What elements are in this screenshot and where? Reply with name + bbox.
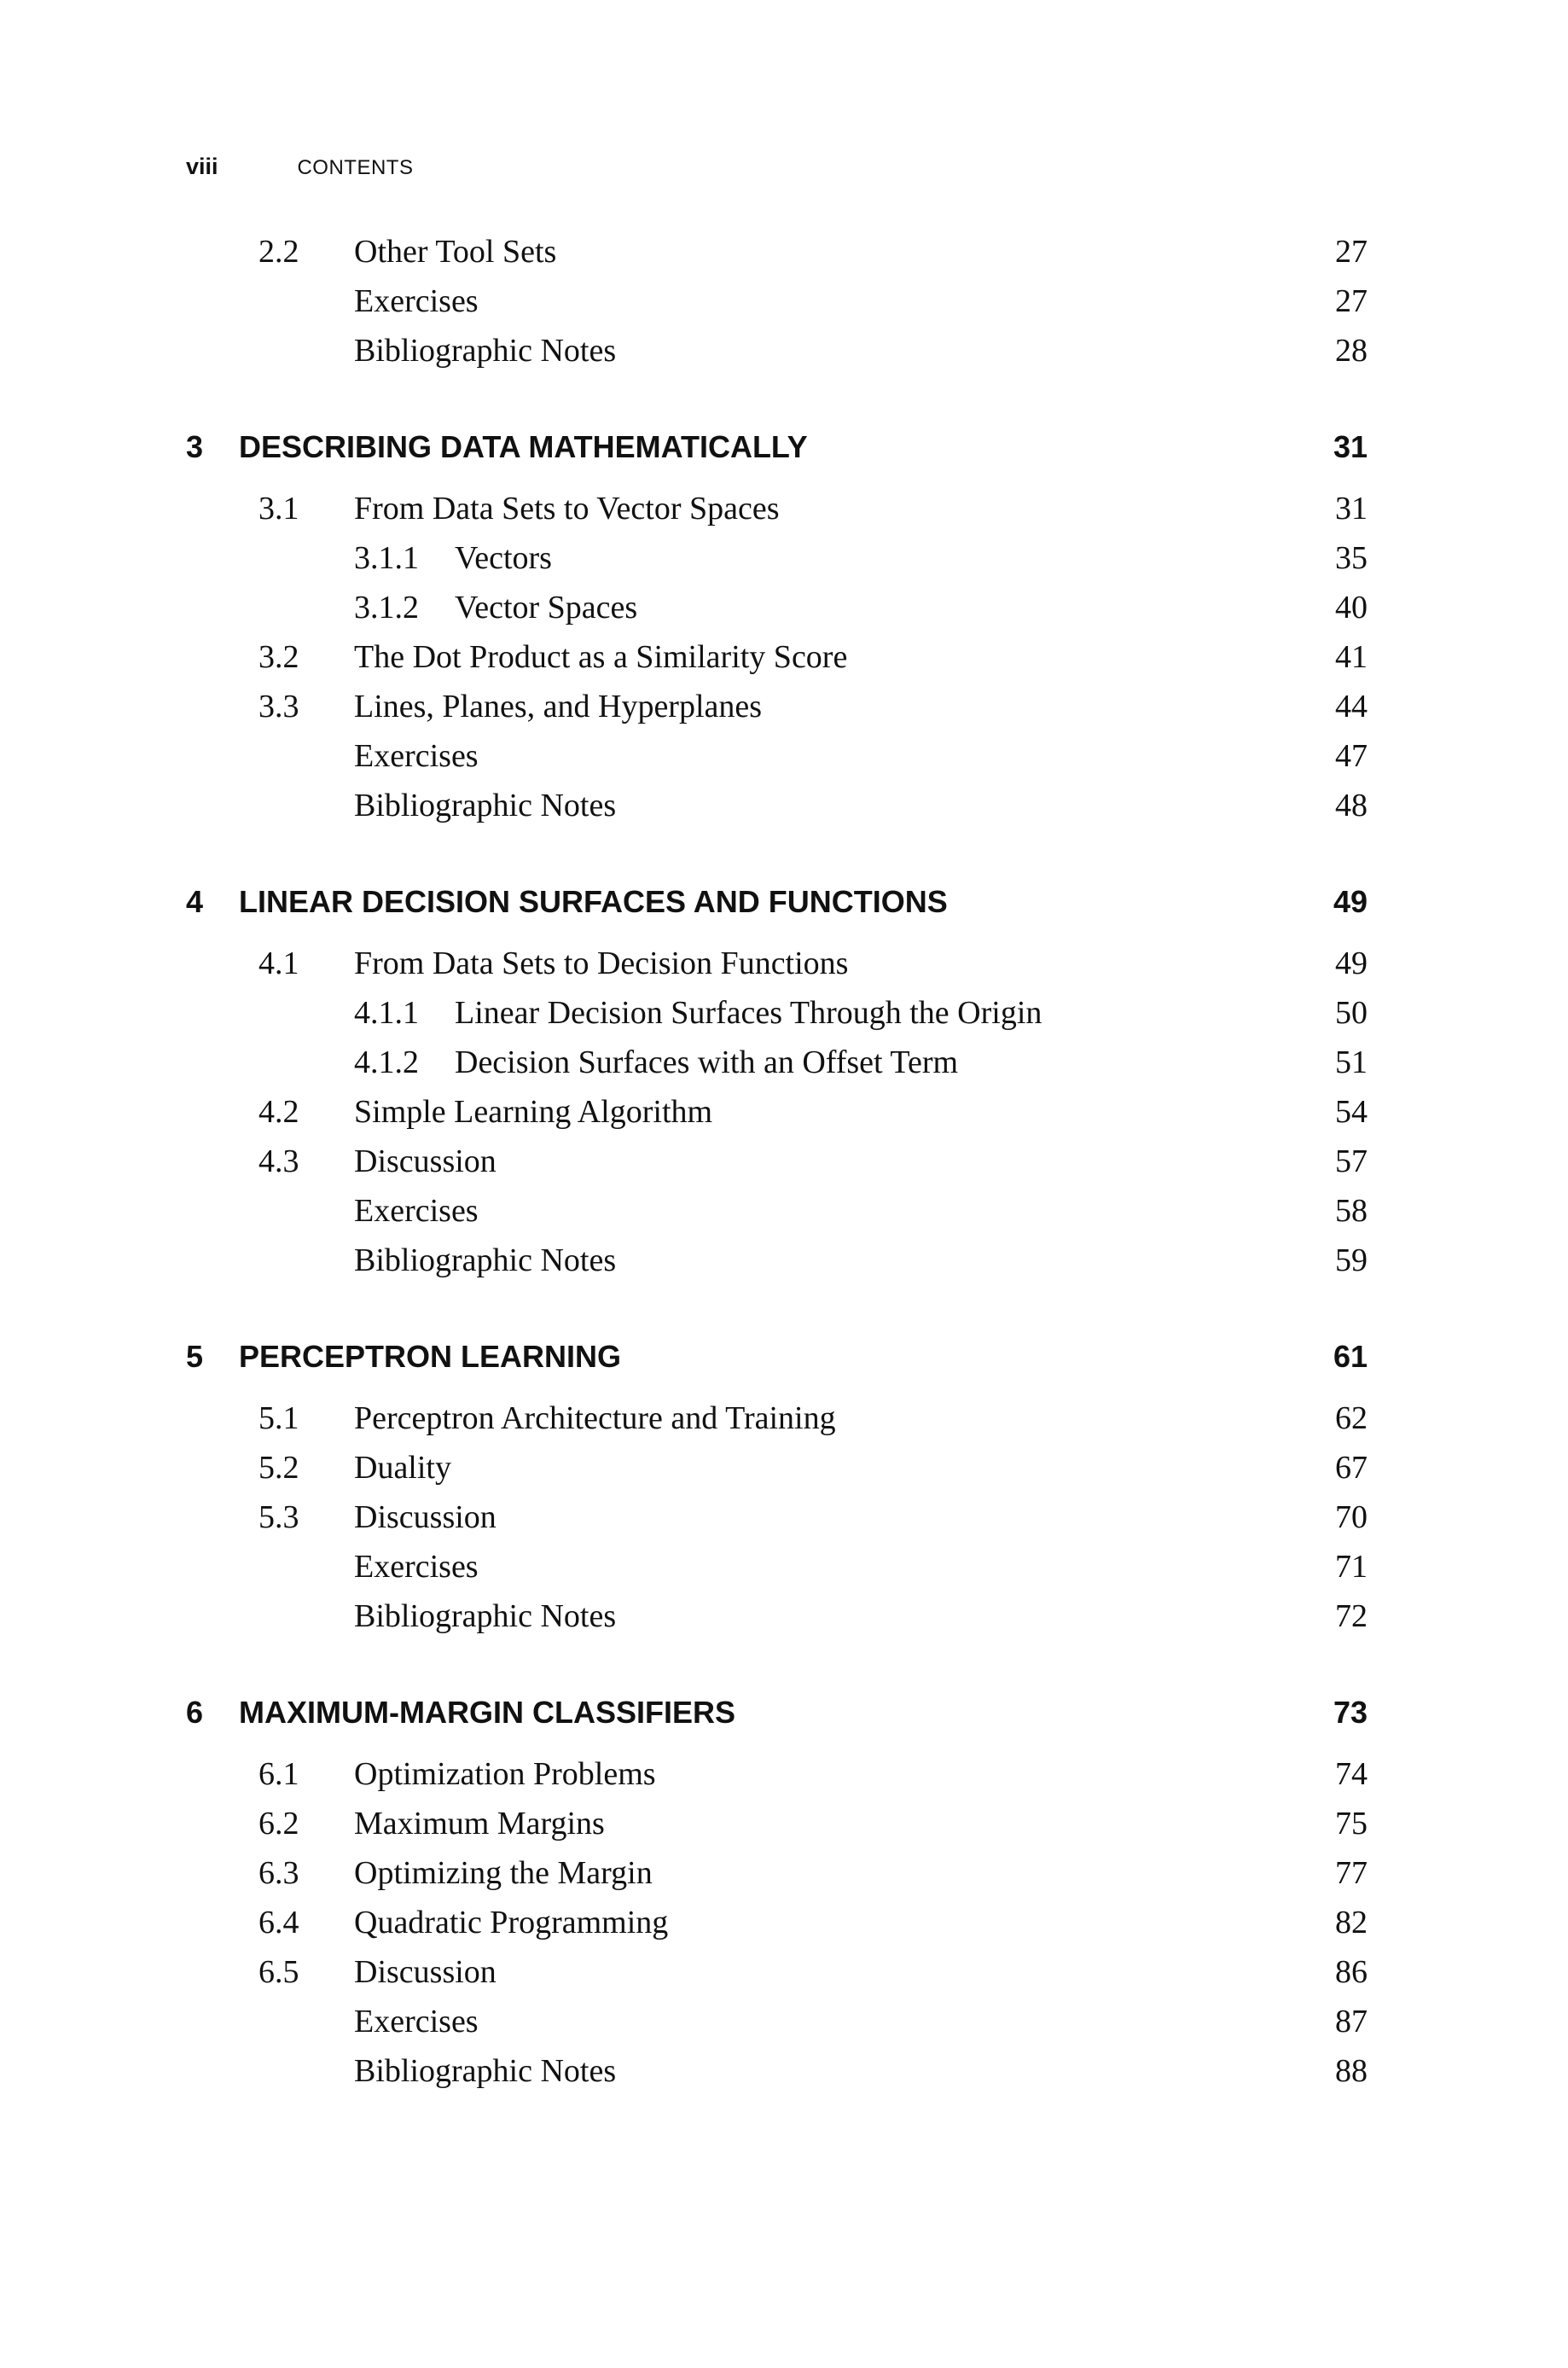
entry-title: Simple Learning Algorithm — [354, 1094, 713, 1130]
toc-entry[interactable] — [186, 1443, 1368, 1492]
entry-title: Bibliographic Notes — [354, 333, 617, 369]
entry-title: Exercises — [354, 2004, 479, 2039]
toc-entry[interactable] — [186, 1898, 1368, 1947]
entry-page: 31 — [1335, 491, 1368, 527]
entry-page: 82 — [1335, 1905, 1368, 1940]
entry-number: 3.2 — [258, 639, 299, 675]
toc-entry[interactable] — [186, 1749, 1368, 1799]
entry-page: 47 — [1335, 738, 1368, 774]
toc-entry[interactable] — [186, 988, 1368, 1038]
toc-entry[interactable] — [186, 533, 1368, 583]
entry-number: 3.1 — [258, 491, 299, 527]
chapter-number: 6 — [186, 1695, 204, 1730]
entry-page: 48 — [1335, 788, 1368, 823]
toc-entry[interactable] — [186, 1997, 1368, 2046]
toc-entry[interactable] — [186, 1186, 1368, 1236]
chapter-block — [186, 422, 1368, 830]
entry-number: 6.5 — [258, 1954, 299, 1990]
entry-page: 28 — [1335, 333, 1368, 369]
entry-number: 4.3 — [258, 1143, 299, 1179]
entry-number: 6.1 — [258, 1756, 299, 1792]
entry-number: 6.2 — [258, 1806, 299, 1841]
chapter-title: PERCEPTRON LEARNING — [239, 1339, 622, 1374]
entry-number: 5.3 — [258, 1499, 299, 1535]
toc-entry[interactable] — [186, 1591, 1368, 1641]
entry-title: Other Tool Sets — [354, 234, 557, 270]
toc-entry[interactable] — [186, 1799, 1368, 1848]
toc-entry[interactable] — [186, 632, 1368, 682]
toc-entry[interactable] — [186, 227, 1368, 276]
entry-title: Exercises — [354, 283, 479, 319]
entry-number: 3.1.1 — [354, 540, 419, 576]
entry-page: 77 — [1335, 1855, 1368, 1891]
chapter-heading[interactable] — [186, 1332, 1368, 1382]
toc-entry[interactable] — [186, 682, 1368, 731]
continued-section — [186, 227, 1368, 375]
entry-title: Exercises — [354, 1193, 479, 1229]
chapter-heading[interactable] — [186, 877, 1368, 927]
entry-title: Linear Decision Surfaces Through the Origin — [455, 995, 1042, 1031]
page-header — [186, 154, 413, 180]
entry-title: Bibliographic Notes — [354, 788, 617, 823]
entry-title: Discussion — [354, 1499, 497, 1535]
entry-number: 4.1 — [258, 945, 299, 981]
entry-title: Optimization Problems — [354, 1756, 656, 1792]
chapter-heading[interactable] — [186, 422, 1368, 472]
entry-title: Decision Surfaces with an Offset Term — [455, 1044, 959, 1080]
entry-title: Exercises — [354, 1549, 479, 1585]
entry-page: 27 — [1335, 234, 1368, 270]
toc-entry[interactable] — [186, 1087, 1368, 1137]
entry-page: 49 — [1335, 945, 1368, 981]
chapter-page: 49 — [1333, 884, 1368, 919]
entry-page: 62 — [1335, 1400, 1368, 1436]
entry-page: 41 — [1335, 639, 1368, 675]
entry-page: 86 — [1335, 1954, 1368, 1990]
entry-title: Lines, Planes, and Hyperplanes — [354, 689, 763, 724]
entry-page: 51 — [1335, 1044, 1368, 1080]
entry-title: Duality — [354, 1450, 451, 1486]
chapter-number: 4 — [186, 884, 204, 919]
entry-number: 3.1.2 — [354, 590, 419, 625]
toc-entry[interactable] — [186, 1848, 1368, 1898]
entry-page: 88 — [1335, 2053, 1368, 2089]
chapter-number: 3 — [186, 429, 204, 464]
toc-entry[interactable] — [186, 484, 1368, 533]
entry-page: 67 — [1335, 1450, 1368, 1486]
chapter-block — [186, 877, 1368, 1285]
entry-number: 4.2 — [258, 1094, 299, 1130]
chapter-page: 73 — [1333, 1695, 1368, 1730]
entry-number: 6.3 — [258, 1855, 299, 1891]
running-title: CONTENTS — [297, 156, 414, 179]
entry-title: Discussion — [354, 1954, 497, 1990]
entry-page: 50 — [1335, 995, 1368, 1031]
chapter-block — [186, 1332, 1368, 1641]
toc-entry[interactable] — [186, 2046, 1368, 2096]
entry-page: 72 — [1335, 1598, 1368, 1634]
entry-title: Vector Spaces — [455, 590, 638, 625]
entry-title: Discussion — [354, 1143, 497, 1179]
entry-title: Bibliographic Notes — [354, 1598, 617, 1634]
entry-title: Maximum Margins — [354, 1806, 605, 1841]
entry-page: 27 — [1335, 283, 1368, 319]
entry-page: 40 — [1335, 590, 1368, 625]
toc-entry[interactable] — [186, 1947, 1368, 1997]
table-of-contents — [186, 227, 1368, 2096]
chapter-page: 31 — [1333, 429, 1368, 464]
toc-entry[interactable] — [186, 326, 1368, 375]
toc-entry[interactable] — [186, 731, 1368, 781]
chapter-page: 61 — [1333, 1339, 1368, 1374]
entry-number: 3.3 — [258, 689, 299, 724]
entry-title: Bibliographic Notes — [354, 2053, 617, 2089]
entry-page: 75 — [1335, 1806, 1368, 1841]
toc-entry[interactable] — [186, 276, 1368, 326]
entry-title: Bibliographic Notes — [354, 1242, 617, 1278]
entry-title: Quadratic Programming — [354, 1905, 669, 1940]
chapter-title: LINEAR DECISION SURFACES AND FUNCTIONS — [239, 884, 948, 919]
entry-page: 87 — [1335, 2004, 1368, 2039]
entry-number: 2.2 — [258, 234, 299, 270]
toc-entry[interactable] — [186, 1492, 1368, 1542]
entry-page: 44 — [1335, 689, 1368, 724]
chapter-title: DESCRIBING DATA MATHEMATICALLY — [239, 429, 808, 464]
entry-page: 74 — [1335, 1756, 1368, 1792]
chapter-number: 5 — [186, 1339, 204, 1374]
entry-title: From Data Sets to Decision Functions — [354, 945, 849, 981]
toc-entry[interactable] — [186, 1236, 1368, 1285]
toc-entry[interactable] — [186, 583, 1368, 632]
entry-number: 6.4 — [258, 1905, 299, 1940]
page-folio: viii — [186, 154, 218, 179]
entry-page: 71 — [1335, 1549, 1368, 1585]
entry-title: Exercises — [354, 738, 479, 774]
entry-title: Vectors — [455, 540, 552, 576]
chapter-heading[interactable] — [186, 1688, 1368, 1737]
entry-page: 70 — [1335, 1499, 1368, 1535]
toc-entry[interactable] — [186, 1393, 1368, 1443]
entry-page: 59 — [1335, 1242, 1368, 1278]
entry-number: 5.2 — [258, 1450, 299, 1486]
entry-title: The Dot Product as a Similarity Score — [354, 639, 848, 675]
chapter-title: MAXIMUM-MARGIN CLASSIFIERS — [239, 1695, 735, 1730]
toc-entry[interactable] — [186, 939, 1368, 988]
toc-entry[interactable] — [186, 1137, 1368, 1186]
entry-page: 57 — [1335, 1143, 1368, 1179]
entry-number: 5.1 — [258, 1400, 299, 1436]
entry-title: Perceptron Architecture and Training — [354, 1400, 836, 1436]
entry-number: 4.1.2 — [354, 1044, 419, 1080]
toc-entry[interactable] — [186, 1038, 1368, 1087]
entry-title: Optimizing the Margin — [354, 1855, 653, 1891]
toc-entry[interactable] — [186, 1542, 1368, 1591]
entry-page: 35 — [1335, 540, 1368, 576]
chapter-block — [186, 1688, 1368, 2096]
entry-page: 58 — [1335, 1193, 1368, 1229]
entry-page: 54 — [1335, 1094, 1368, 1130]
entry-number: 4.1.1 — [354, 995, 419, 1031]
toc-entry[interactable] — [186, 781, 1368, 830]
entry-title: From Data Sets to Vector Spaces — [354, 491, 780, 527]
